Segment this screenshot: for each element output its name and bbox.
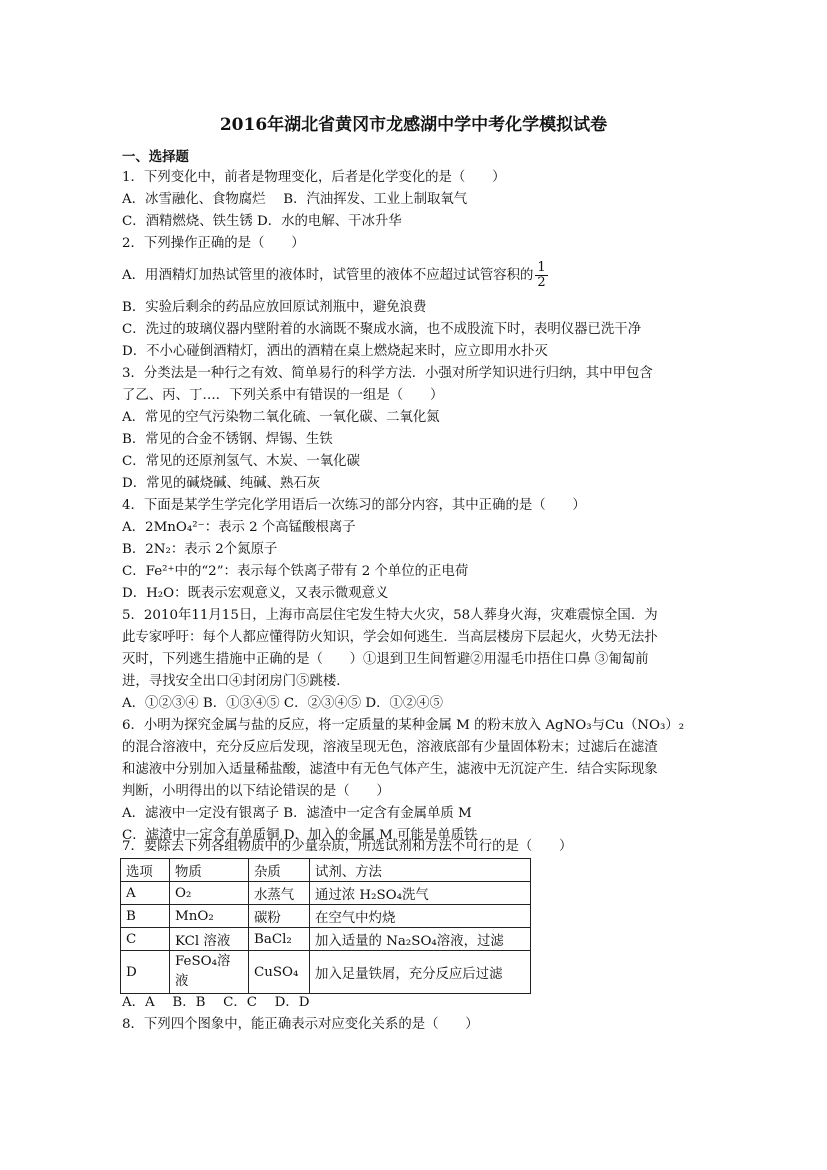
q2-d: D．不小心碰倒酒精灯，洒出的酒精在桌上燃烧起来时，应立即用水扑灭 bbox=[122, 344, 548, 359]
exam-title: 2016年湖北省黄冈市龙感湖中学中考化学模拟试卷 bbox=[219, 115, 608, 135]
table-header-cell: 杂质 bbox=[249, 859, 310, 882]
q3-a: A．常见的空气污染物二氧化硫、一氧化碳、二氧化氮 bbox=[122, 410, 440, 425]
table-cell: 水蒸气 bbox=[249, 882, 310, 905]
table-cell: FeSO₄溶液 bbox=[170, 951, 249, 994]
q3-d: D．常见的碱烧碱、纯碱、熟石灰 bbox=[122, 476, 321, 491]
q4-a: A．2MnO₄²⁻：表示 2 个高锰酸根离子 bbox=[122, 520, 356, 535]
q3-b: B．常见的合金不锈钢、焊锡、生铁 bbox=[122, 432, 333, 447]
q1-cd: C．酒精燃烧、铁生锈 D．水的电解、干冰升华 bbox=[122, 214, 402, 229]
q7: 7．要除去下列各组物质中的少量杂质，所选试剂和方法不可行的是（ ） bbox=[122, 839, 573, 854]
table-cell: D bbox=[121, 951, 170, 994]
q2-c: C．洗过的玻璃仪器内壁附着的水滴既不聚成水滴，也不成股流下时，表明仪器已洗干净 bbox=[122, 322, 642, 337]
table-cell: 加入足量铁屑，充分反应后过滤 bbox=[310, 951, 531, 994]
table-row bbox=[121, 905, 531, 928]
q6-4: 判断，小明得出的以下结论错误的是（ ） bbox=[122, 784, 390, 799]
table-cell: B bbox=[121, 905, 170, 928]
table-cell: 加入适量的 Na₂SO₄溶液，过滤 bbox=[310, 928, 531, 951]
q5-2: 此专家呼吁：每个人都应懂得防火知识，学会如何逃生．当高层楼房下层起火，火势无法扑 bbox=[122, 630, 658, 645]
table-cell: KCl 溶液 bbox=[170, 928, 249, 951]
q2: 2．下列操作正确的是（ ） bbox=[122, 236, 305, 251]
table-cell: BaCl₂ bbox=[249, 928, 310, 951]
table-cell: O₂ bbox=[170, 882, 249, 905]
q7-table bbox=[120, 858, 531, 994]
q5-3: 灭时，下列逃生措施中正确的是（ ）①退到卫生间暂避②用湿毛巾捂住口鼻 ③匍匐前 bbox=[122, 652, 649, 667]
q4-d: D．H₂O：既表示宏观意义，又表示微观意义 bbox=[122, 586, 389, 601]
table-cell: 在空气中灼烧 bbox=[310, 905, 531, 928]
q5-opts: A．①②③④ B．①③④⑤ C．②③④⑤ D．①②④⑤ bbox=[122, 696, 444, 711]
table-header-cell: 选项 bbox=[121, 859, 170, 882]
q1-ab: A．冰雪融化、食物腐烂 B．汽油挥发、工业上制取氧气 bbox=[122, 192, 468, 207]
table-cell: C bbox=[121, 928, 170, 951]
q2-option-a: A．用酒精灯加热试管里的液体时，试管里的液体不应超过试管容积的 $\frac{1}{2}$ bbox=[122, 260, 546, 290]
q4: 4．下面是某学生学完化学用语后一次练习的部分内容，其中正确的是（ ） bbox=[122, 498, 586, 513]
section-1: 一、选择题 bbox=[122, 149, 189, 165]
q3-1: 3．分类法是一种行之有效、简单易行的科学方法．小强对所学知识进行归纳，其中甲包含 bbox=[122, 366, 653, 381]
q6-ab: A．滤液中一定没有银离子 B．滤渣中一定含有金属单质 M bbox=[122, 806, 472, 821]
q3-2: 了乙、丙、丁…．下列关系中有错误的一组是（ ） bbox=[122, 388, 444, 403]
table-header-cell: 物质 bbox=[170, 859, 249, 882]
q8: 8．下列四个图象中，能正确表示对应变化关系的是（ ） bbox=[122, 1017, 479, 1032]
q5-1: 5．2010年11月15日，上海市高层住宅发生特大火灾，58人葬身火海，灾难震惊全国．为 bbox=[122, 608, 658, 623]
q7-opts: A．A B．B C．C D．D bbox=[122, 995, 310, 1010]
q2-b: B．实验后剩余的药品应放回原试剂瓶中，避免浪费 bbox=[122, 300, 427, 315]
q3-c: C．常见的还原剂氢气、木炭、一氧化碳 bbox=[122, 454, 360, 469]
fraction: $\frac{1}{2}$ bbox=[537, 260, 546, 290]
q6-1: 6．小明为探究金属与盐的反应，将一定质量的某种金属 M 的粉末放入 AgNO₃与Cu（NO₃）₂ bbox=[122, 718, 685, 733]
q6-3: 和滤液中分别加入适量稀盐酸，滤渣中有无色气体产生，滤液中无沉淀产生．结合实际现象 bbox=[122, 762, 658, 777]
table-row bbox=[121, 951, 531, 994]
q5-4: 进，寻找安全出口④封闭房门⑤跳楼． bbox=[122, 674, 350, 689]
table-cell: A bbox=[121, 882, 170, 905]
q1: 1．下列变化中，前者是物理变化，后者是化学变化的是（ ） bbox=[122, 170, 506, 185]
q6-cd: C．滤渣中一定含有单质铜 D．加入的金属 M 可能是单质铁 bbox=[122, 828, 478, 843]
table-header-row bbox=[121, 859, 531, 882]
table-cell: 通过浓 H₂SO₄洗气 bbox=[310, 882, 531, 905]
q4-c: C．Fe²⁺中的“2”：表示每个铁离子带有 2 个单位的正电荷 bbox=[122, 564, 469, 579]
table-header-cell: 试剂、方法 bbox=[310, 859, 531, 882]
q6-2: 的混合溶液中，充分反应后发现，溶液呈现无色，溶液底部有少量固体粉末；过滤后在滤渣 bbox=[122, 740, 658, 755]
table-cell: CuSO₄ bbox=[249, 951, 310, 994]
table-cell: MnO₂ bbox=[170, 905, 249, 928]
table-row bbox=[121, 928, 531, 951]
table-cell: 碳粉 bbox=[249, 905, 310, 928]
q4-b: B．2N₂：表示 2个氮原子 bbox=[122, 542, 278, 557]
table-row bbox=[121, 882, 531, 905]
